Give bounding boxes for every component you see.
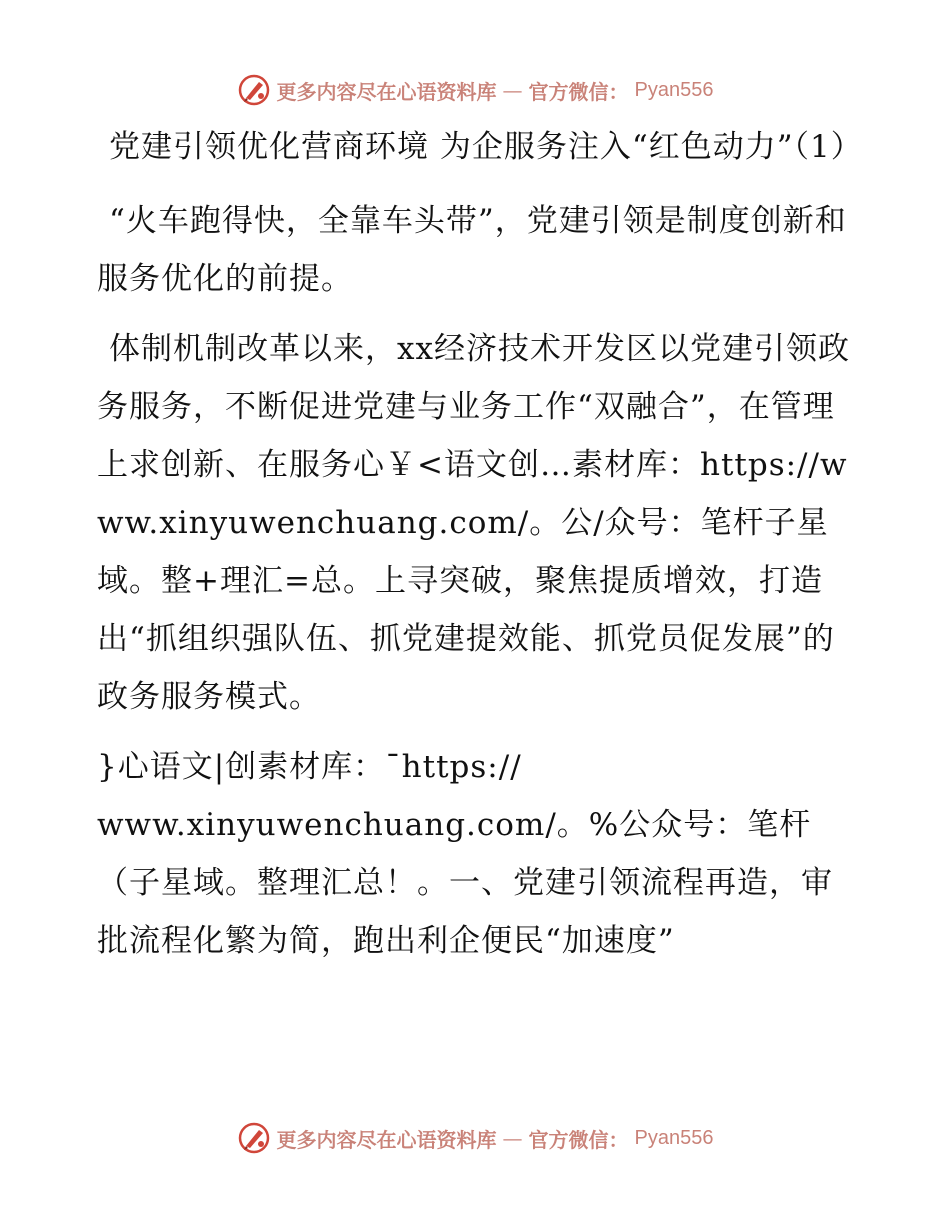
header-separator: — bbox=[502, 78, 523, 102]
footer-wechat-label: 官方微信： bbox=[528, 1127, 629, 1152]
header-wechat-label: 官方微信： bbox=[528, 79, 629, 104]
paragraph-1: “火车跑得快，全靠车头带”，党建引领是制度创新和服务优化的前提。 bbox=[97, 203, 847, 297]
header-site-text: 更多内容尽在心语资料库 bbox=[276, 79, 497, 104]
document-body bbox=[97, 118, 863, 982]
paragraph-3: }心语文|创素材库：¯https:// bbox=[97, 749, 522, 785]
footer-site-text: 更多内容尽在心语资料库 bbox=[276, 1127, 497, 1152]
footer-banner bbox=[0, 1118, 950, 1158]
paragraph-2: 体制机制改革以来，xx经济技术开发区以党建引领政务服务，不断促进党建与业务工作“双融合”，在管理上求创新、在服务心￥<语文创…素材库：https://www.xinyuwenchuang.com/。公/众号：笔杆子星域。整+理汇=总。上寻突破，聚焦提质增效，打造出“抓组织强队伍、抓党建提效能、抓党员促发展”的政务服务模式。 bbox=[97, 331, 850, 715]
quill-logo-icon bbox=[237, 73, 271, 107]
paragraph-4: www.xinyuwenchuang.com/。%公众号：笔杆（子星域。整理汇总！。一、党建引领流程再造，审批流程化繁为简，跑出利企便民“加速度” bbox=[97, 807, 833, 959]
footer-separator: — bbox=[502, 1126, 523, 1150]
header-banner bbox=[0, 70, 950, 110]
header-wechat-id: Pyan556 bbox=[634, 78, 714, 101]
document-title: 党建引领优化营商环境 为企服务注入“红色动力”（1） bbox=[109, 129, 863, 165]
quill-logo-icon bbox=[237, 1121, 271, 1155]
footer-wechat-id: Pyan556 bbox=[634, 1126, 714, 1149]
